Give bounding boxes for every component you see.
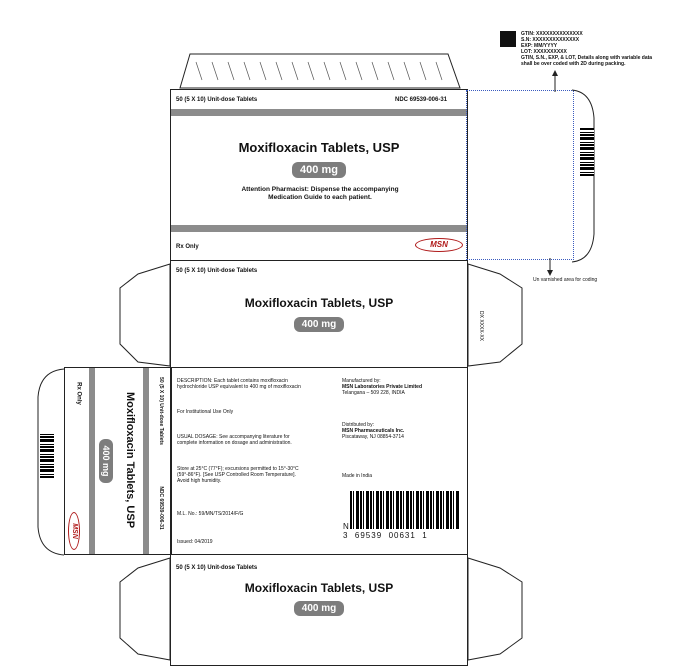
- top-strength-pill: 400 mg: [294, 317, 344, 332]
- callout-note-2: shall be over coded with 2D during packing.: [521, 61, 626, 67]
- callout-gtin: GTIN: XXXXXXXXXXXXXX: [521, 31, 583, 37]
- top-strength-wrap: [171, 314, 467, 332]
- upc-digits: 3 69539 00631 1: [343, 531, 428, 540]
- datamatrix-icon: [500, 31, 516, 47]
- front-ndc: NDC 69539-006-31: [395, 97, 448, 103]
- back-manufactured-by: Manufactured by:: [342, 378, 381, 384]
- front-count-label: 50 (5 X 10) Unit-dose Tablets: [176, 97, 258, 103]
- back-manufacturer-addr: Telangana – 509 228, INDIA: [342, 390, 405, 396]
- unvarnished-label: Un varnished area for coding: [533, 277, 598, 283]
- callout-lot: LOT: XXXXXXXXXX: [521, 49, 567, 55]
- callout-note-1: GTIN, S.N., EXP, & LOT, Details along with variable data: [521, 55, 653, 61]
- left-flap-barcode: [40, 432, 54, 478]
- bottom-left-dust-flap: [118, 556, 172, 664]
- left-dust-flap: [118, 262, 172, 368]
- callout-exp: EXP: MM/YYYY: [521, 43, 558, 49]
- right-flap-barcode: [580, 128, 594, 176]
- coding-callout: [521, 31, 671, 67]
- side-count-label: 50 (5 X 10) Unit-dose Tablets: [158, 377, 164, 445]
- side-product-name: Moxifloxacin Tablets, USP: [124, 391, 136, 529]
- back-ml-no: M.L. No.: 59/MN/TS/2014/F/G: [177, 511, 244, 517]
- bottom-product-name: Moxifloxacin Tablets, USP: [244, 581, 394, 595]
- front-pharmacist-note: Attention Pharmacist: Dispense the accompanying Medication Guide to each patient.: [241, 186, 399, 201]
- back-storage: Store at 25°C (77°F); excursions permitted to 15°-30°C (59°-86°F). [See USP Controlled Room Temperature]. Avoid high humidity.: [177, 466, 299, 484]
- back-made-in: Made in India: [342, 473, 373, 479]
- back-manufacturer: MSN Laboratories Private Limited: [342, 384, 423, 390]
- top-count-label: 50 (5 X 10) Unit-dose Tablets: [176, 268, 258, 274]
- back-distributor-addr: Piscataway, NJ 08854-3714: [342, 434, 404, 440]
- right-tuck-flap: [572, 88, 600, 264]
- side-bar-left: [89, 368, 95, 554]
- bottom-count-label: 50 (5 X 10) Unit-dose Tablets: [176, 565, 258, 571]
- front-bottom-bar: [171, 225, 467, 232]
- front-top-bar: [171, 109, 467, 116]
- front-strength-wrap: [171, 160, 467, 178]
- top-flap: [168, 50, 468, 90]
- right-glue-flap: [466, 90, 574, 260]
- front-product-name: Moxifloxacin Tablets, USP: [238, 140, 400, 155]
- back-issued: Issued: 04/2019: [177, 539, 213, 545]
- side-strength-wrap: [98, 436, 116, 486]
- right-dust-flap: [466, 262, 526, 368]
- top-product-name: Moxifloxacin Tablets, USP: [244, 296, 394, 310]
- bottom-strength-pill: 400 mg: [294, 601, 344, 616]
- back-dosage: USUAL DOSAGE: See accompanying literature for complete information on dosage and administration.: [177, 434, 292, 446]
- back-distributor: MSN Pharmaceuticals Inc.: [342, 428, 405, 434]
- upc-barcode: [350, 491, 460, 529]
- upc-prefix: N: [343, 522, 349, 531]
- side-bar-right: [143, 368, 149, 554]
- back-institutional: For Institutional Use Only: [177, 409, 234, 415]
- callout-up-arrow: [550, 70, 560, 92]
- top-side-code: DX XXXX-XX: [478, 311, 484, 342]
- unvarnished-down-arrow: [545, 258, 555, 276]
- front-msn-logo: MSN: [415, 238, 463, 252]
- side-ndc: NDC 69539-006-31: [158, 486, 164, 530]
- front-strength-pill: 400 mg: [292, 162, 346, 178]
- callout-sn: S.N: XXXXXXXXXXXXXX: [521, 37, 580, 43]
- side-strength-pill: 400 mg: [99, 439, 113, 482]
- back-description: DESCRIPTION: Each tablet contains moxifloxacin hydrochloride USP equivalent to 400 mg of moxifloxacin: [177, 378, 301, 390]
- back-distributed-by: Distributed by:: [342, 422, 374, 428]
- bottom-strength-wrap: [171, 598, 467, 616]
- side-msn-logo: MSN: [68, 512, 80, 550]
- front-rx-only: Rx Only: [176, 244, 199, 250]
- bottom-right-dust-flap: [466, 556, 526, 664]
- side-rx-only: Rx Only: [75, 382, 82, 405]
